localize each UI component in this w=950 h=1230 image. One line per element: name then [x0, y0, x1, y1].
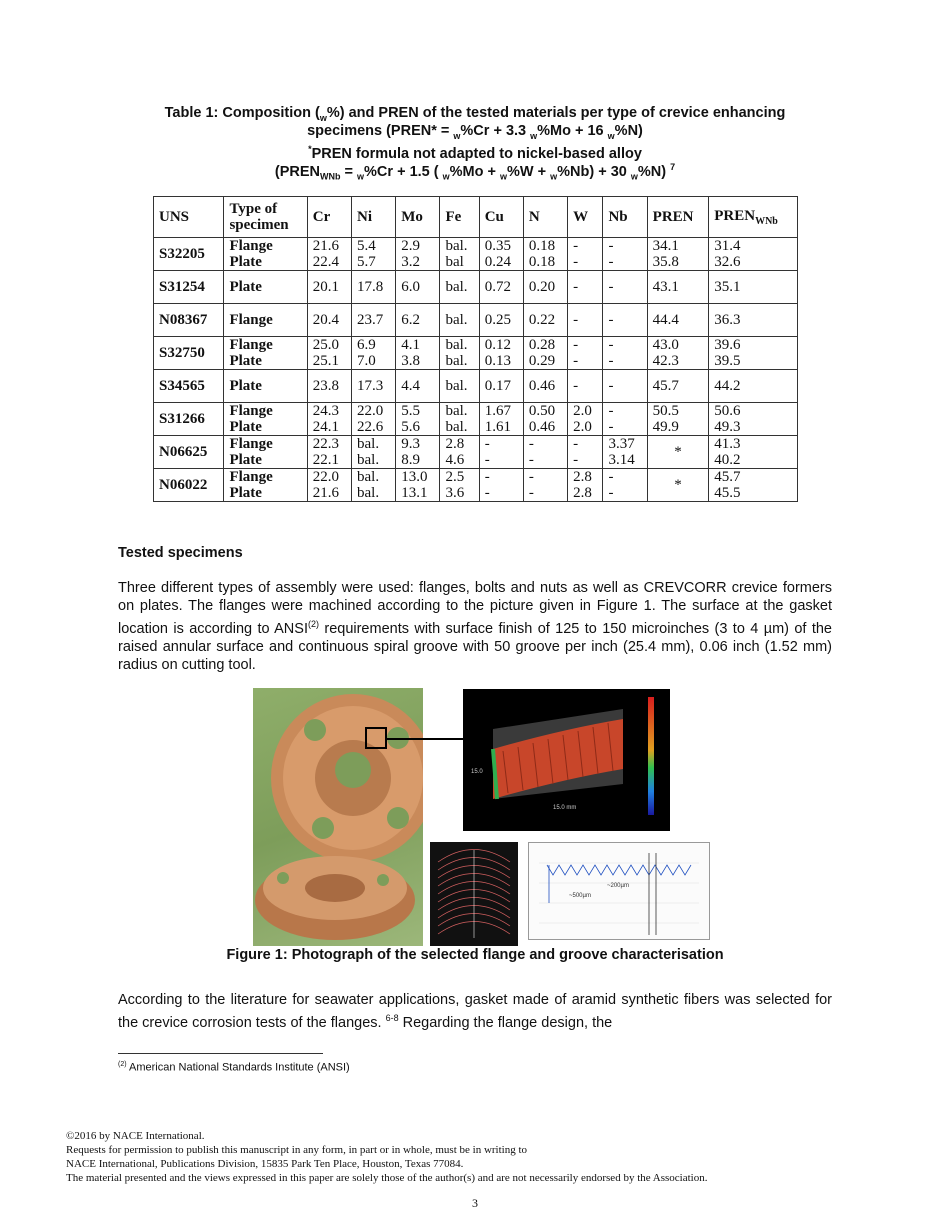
cell-uns: S32205: [154, 238, 224, 271]
cell-ni: bal. bal.: [352, 469, 396, 502]
cell-pren-wnb: 31.4 32.6: [709, 238, 798, 271]
figure-caption: Figure 1: Photograph of the selected flange and groove characterisation: [226, 947, 724, 963]
table-caption-line2: specimens (PREN* = $_w$%Cr + 3.3 $_w$%Mo + 16 $_w$%N): [307, 123, 643, 141]
groove-micrograph: [430, 842, 518, 946]
groove-profile-drawing: [529, 843, 709, 939]
cell-pren-wnb: 39.6 39.5: [709, 337, 798, 370]
cell-pren-wnb: 35.1: [709, 271, 798, 304]
cell-nb: -: [603, 271, 647, 304]
cell-pren: *: [647, 436, 709, 469]
cell-uns: S31266: [154, 403, 224, 436]
cell-n: 0.18 0.18: [523, 238, 567, 271]
label-3d-width: 15.0 mm: [553, 805, 577, 811]
cell-w: -: [568, 271, 603, 304]
footer-line1: ©2016 by NACE International.: [66, 1130, 205, 1142]
cell-nb: -: [603, 304, 647, 337]
cell-w: - -: [568, 436, 603, 469]
cell-fe: bal.: [440, 304, 479, 337]
cell-nb: - -: [603, 337, 647, 370]
cell-cu: 0.25: [479, 304, 523, 337]
cell-fe: bal. bal: [440, 238, 479, 271]
cell-pren: 43.0 42.3: [647, 337, 709, 370]
label-3d-depth: 15.0: [471, 769, 483, 775]
table-row: [154, 238, 798, 271]
label-profile-depth: ~200µm: [607, 883, 629, 889]
cell-uns: N06022: [154, 469, 224, 502]
footer-line4: The material presented and the views expressed in this paper are solely those of the author(s) and are not necessarily endorsed by the Association.: [66, 1172, 708, 1184]
cell-pren-wnb: 50.6 49.3: [709, 403, 798, 436]
table-row: [154, 271, 798, 304]
header-cr: Cr: [307, 197, 351, 238]
cell-mo: 4.1 3.8: [396, 337, 440, 370]
cell-uns: S32750: [154, 337, 224, 370]
header-fe: Fe: [440, 197, 479, 238]
paragraph-tested-specimens: Three different types of assembly were used: flanges, bolts and nuts as well as CREVCORR crevice formers on plates. The flanges were machined according to the picture given in Figure 1. The surface at the gasket location is according to ANSI$^{(2)}$ requirements with surface finish of 125 to 150 microinches (3 to 4 µm) of the raised annular surface and continuous spiral groove with 50 groove per inch (25.4 mm), 0.06 inch (1.52 mm) radius on cutting tool.: [118, 580, 832, 673]
table-caption-line1: Table 1: Composition $(_w\%)$ and PREN of the tested materials per type of crevice enhancing: [164, 105, 786, 123]
header-w: W: [568, 197, 603, 238]
cell-pren: 45.7: [647, 370, 709, 403]
cell-pren: 43.1: [647, 271, 709, 304]
cell-mo: 9.3 8.9: [396, 436, 440, 469]
cell-cu: 0.12 0.13: [479, 337, 523, 370]
table-row: [154, 403, 798, 436]
cell-type: Plate: [224, 271, 307, 304]
cell-pren-wnb: 44.2: [709, 370, 798, 403]
cell-type: Flange Plate: [224, 403, 307, 436]
cell-n: - -: [523, 469, 567, 502]
table-row: [154, 436, 798, 469]
cell-ni: 6.9 7.0: [352, 337, 396, 370]
zoom-connector-line: [385, 735, 465, 745]
cell-w: -: [568, 304, 603, 337]
cell-type: Flange Plate: [224, 337, 307, 370]
table-header-row: [154, 197, 798, 238]
composition-table: [153, 196, 798, 502]
cell-fe: 2.5 3.6: [440, 469, 479, 502]
cell-n: 0.50 0.46: [523, 403, 567, 436]
cell-w: - -: [568, 238, 603, 271]
cell-n: 0.28 0.29: [523, 337, 567, 370]
cell-type: Flange Plate: [224, 469, 307, 502]
cell-pren-wnb: 36.3: [709, 304, 798, 337]
cell-cr: 22.0 21.6: [307, 469, 351, 502]
cell-w: -: [568, 370, 603, 403]
cell-pren: 50.5 49.9: [647, 403, 709, 436]
header-uns: UNS: [154, 197, 224, 238]
cell-cr: 24.3 24.1: [307, 403, 351, 436]
cell-cr: 21.6 22.4: [307, 238, 351, 271]
cell-mo: 13.0 13.1: [396, 469, 440, 502]
table-row: [154, 469, 798, 502]
cell-fe: bal.: [440, 370, 479, 403]
cell-type: Flange: [224, 304, 307, 337]
cell-w: 2.8 2.8: [568, 469, 603, 502]
label-profile-pitch: ~500µm: [569, 893, 591, 899]
cell-fe: bal. bal.: [440, 403, 479, 436]
groove-micrograph-drawing: [430, 842, 518, 946]
cell-uns: S31254: [154, 271, 224, 304]
cell-type: Flange Plate: [224, 238, 307, 271]
cell-pren: 34.1 35.8: [647, 238, 709, 271]
table-row: [154, 304, 798, 337]
copyright-footer: [66, 1129, 886, 1185]
cell-ni: 5.4 5.7: [352, 238, 396, 271]
cell-cu: 1.67 1.61: [479, 403, 523, 436]
header-type: Type of specimen: [224, 197, 307, 238]
cell-w: 2.0 2.0: [568, 403, 603, 436]
header-nb: Nb: [603, 197, 647, 238]
paragraph-gasket: According to the literature for seawater applications, gasket made of aramid synthetic fibers was selected for the crevice corrosion tests of the flanges. $^{6-8}$ Regarding the flange design, the: [118, 992, 832, 1031]
cell-cu: 0.72: [479, 271, 523, 304]
cell-n: 0.46: [523, 370, 567, 403]
flange-photo: [253, 688, 423, 946]
cell-uns: S34565: [154, 370, 224, 403]
cell-uns: N08367: [154, 304, 224, 337]
cell-pren-wnb: 41.3 40.2: [709, 436, 798, 469]
page-number: 3: [472, 1196, 478, 1210]
header-n: N: [523, 197, 567, 238]
flange-photo-drawing: [253, 688, 423, 946]
cell-cu: 0.35 0.24: [479, 238, 523, 271]
cell-cr: 23.8: [307, 370, 351, 403]
header-mo: Mo: [396, 197, 440, 238]
cell-mo: 6.2: [396, 304, 440, 337]
cell-ni: 17.3: [352, 370, 396, 403]
cell-mo: 4.4: [396, 370, 440, 403]
cell-n: - -: [523, 436, 567, 469]
cell-cr: 20.1: [307, 271, 351, 304]
surface-3d-plot: [463, 689, 670, 831]
cell-nb: 3.37 3.14: [603, 436, 647, 469]
cell-type: Flange Plate: [224, 436, 307, 469]
cell-pren: *: [647, 469, 709, 502]
cell-ni: 23.7: [352, 304, 396, 337]
table-row: [154, 370, 798, 403]
header-pren: PREN: [647, 197, 709, 238]
groove-profile-plot: [528, 842, 710, 940]
cell-cr: 22.3 22.1: [307, 436, 351, 469]
cell-cu: 0.17: [479, 370, 523, 403]
cell-type: Plate: [224, 370, 307, 403]
footnote: $^{(2)}$ American National Standards Institute (ANSI): [118, 1061, 350, 1074]
cell-ni: 22.0 22.6: [352, 403, 396, 436]
surface-3d-drawing: [463, 689, 670, 831]
cell-n: 0.20: [523, 271, 567, 304]
cell-mo: 6.0: [396, 271, 440, 304]
cell-nb: - -: [603, 403, 647, 436]
footnote-rule: [118, 1053, 323, 1054]
cell-uns: N06625: [154, 436, 224, 469]
cell-pren: 44.4: [647, 304, 709, 337]
cell-fe: bal.: [440, 271, 479, 304]
table-caption-line4: ($PREN_{WNb} = _w\%Cr + 1.5$ ( $_w$%Mo + $_w$%W + $_w$%Nb) + 30 $_w$%N) $^7$: [274, 162, 676, 182]
header-pren-wnb: $PREN_{WNb}$: [709, 197, 798, 238]
cell-pren-wnb: 45.7 45.5: [709, 469, 798, 502]
cell-fe: 2.8 4.6: [440, 436, 479, 469]
table-row: [154, 337, 798, 370]
cell-w: - -: [568, 337, 603, 370]
section-heading: Tested specimens: [118, 545, 243, 561]
cell-mo: 2.9 3.2: [396, 238, 440, 271]
cell-nb: - -: [603, 238, 647, 271]
cell-mo: 5.5 5.6: [396, 403, 440, 436]
cell-cu: - -: [479, 436, 523, 469]
cell-cu: - -: [479, 469, 523, 502]
cell-nb: - -: [603, 469, 647, 502]
table-caption-line3: *PREN formula not adapted to nickel-based alloy: [308, 144, 642, 162]
cell-cr: 25.0 25.1: [307, 337, 351, 370]
cell-ni: bal. bal.: [352, 436, 396, 469]
header-ni: Ni: [352, 197, 396, 238]
cell-cr: 20.4: [307, 304, 351, 337]
header-cu: Cu: [479, 197, 523, 238]
cell-n: 0.22: [523, 304, 567, 337]
cell-ni: 17.8: [352, 271, 396, 304]
cell-nb: -: [603, 370, 647, 403]
footer-line3: NACE International, Publications Division, 15835 Park Ten Place, Houston, Texas 77084.: [66, 1158, 464, 1170]
footer-line2: Requests for permission to publish this manuscript in any form, in part or in whole, must be in writing to: [66, 1144, 528, 1156]
cell-fe: bal. bal.: [440, 337, 479, 370]
